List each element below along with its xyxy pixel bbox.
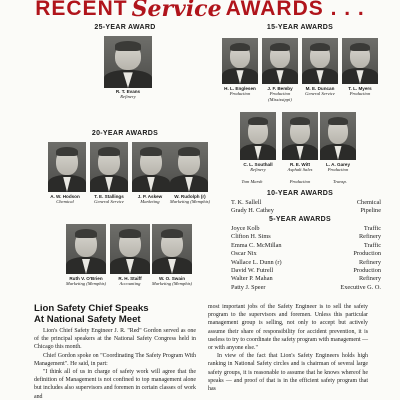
page-banner bbox=[0, 0, 400, 20]
banner-recent: RECENT bbox=[35, 0, 128, 20]
photo-5-year-1 bbox=[66, 224, 106, 274]
list-row bbox=[231, 199, 381, 207]
list-name: Patty J. Speer bbox=[231, 283, 266, 291]
person-dept: Refinery bbox=[250, 167, 266, 173]
person-dept: Production bbox=[327, 167, 349, 173]
caption-5-year-3 bbox=[148, 276, 196, 287]
list-row bbox=[231, 250, 381, 258]
list-name: Clifton H. Sims bbox=[231, 233, 271, 241]
caption-15-year-3 bbox=[298, 86, 342, 97]
heading-10-year: 10-YEAR AWARDS bbox=[266, 190, 334, 197]
list-dept: Pipeline bbox=[360, 207, 381, 215]
photo-20-year-4 bbox=[170, 142, 208, 192]
heading-5-year: 5-YEAR AWARDS bbox=[269, 216, 331, 223]
list-dept: Refinery bbox=[358, 258, 381, 266]
person-dept: Refinery bbox=[120, 94, 136, 100]
person-dept: Asphalt Sales bbox=[287, 167, 313, 173]
article-title-line-2: At National Safety Meet bbox=[34, 314, 141, 325]
list-row bbox=[231, 233, 381, 241]
caption-5-year-2 bbox=[106, 276, 154, 287]
article-paragraph: In view of the fact that Lion's Safety Engineers holds high ranking in National Safety circles and is chairman of several large safety groups, it is reasonable to assume that he knows whereof he speaks — and proof of that is in the efficient safety program that has bbox=[208, 353, 368, 393]
list-name: David W. Futrell bbox=[231, 266, 274, 274]
person-dept: Accounting bbox=[119, 281, 141, 287]
caption-20-year-2 bbox=[87, 194, 131, 205]
banner-service: Service bbox=[131, 0, 222, 22]
photo-15-year-3 bbox=[302, 38, 338, 84]
person-dept: Production bbox=[289, 179, 311, 184]
list-name: Emma C. McMillan bbox=[231, 241, 282, 249]
list-dept: Chemical bbox=[356, 199, 381, 206]
caption-20-year-3 bbox=[129, 194, 171, 205]
person-name: T. L. Myers bbox=[348, 86, 372, 91]
caption-15-year-5 bbox=[236, 162, 280, 173]
list-row bbox=[231, 207, 381, 215]
photo-15-year-6 bbox=[282, 112, 318, 160]
photo-25-year bbox=[104, 36, 152, 88]
list-dept: Refinery bbox=[358, 233, 381, 241]
photo-15-year-4 bbox=[342, 38, 378, 84]
person-dept: Marketing (Memphis) bbox=[151, 281, 193, 287]
article-paragraph: most important jobs of the Safety Engineer is to sell the safety program to the supervisors and foremen. Unless this particular management group is selling, not only to accept but actively assume their share of responsibility for accident prevention, it is useless to try to coordinate the safety program with management — or with anyone else." bbox=[208, 304, 368, 352]
person-name: W. Rudolph (r) bbox=[174, 194, 206, 199]
caption-20-year-1 bbox=[44, 194, 86, 205]
photo-15-year-5 bbox=[240, 112, 276, 160]
photo-20-year-1 bbox=[48, 142, 86, 192]
person-name: M. E. Duncan bbox=[305, 86, 335, 91]
list-name: T. K. Sallell bbox=[231, 199, 262, 206]
not-pictured-2-dept bbox=[320, 179, 360, 184]
list-dept: Refinery bbox=[358, 275, 381, 283]
article-column-right bbox=[208, 303, 368, 393]
list-dept: Traffic bbox=[363, 225, 381, 232]
article-title-line-1: Lion Safety Chief Speaks bbox=[34, 303, 149, 314]
person-name: Ruth V. O'Brien bbox=[69, 276, 103, 281]
caption-25-year bbox=[90, 89, 166, 100]
person-name: L. A. Garey bbox=[325, 162, 351, 167]
person-name: W. O. Swain bbox=[158, 276, 186, 281]
caption-5-year-1 bbox=[62, 276, 110, 287]
caption-15-year-2 bbox=[258, 86, 302, 102]
list-name: Grady H. Cathey bbox=[231, 207, 274, 215]
person-name: J. P. Askew bbox=[137, 194, 163, 199]
person-dept: Marketing (Memphis) bbox=[65, 281, 107, 287]
list-name: Joyce Kolb bbox=[231, 225, 260, 232]
heading-25-year: 25-YEAR AWARD bbox=[94, 24, 156, 31]
person-dept: General Service bbox=[94, 199, 124, 205]
photo-5-year-2 bbox=[110, 224, 150, 274]
person-dept: Production bbox=[229, 91, 251, 97]
person-dept: Transp. bbox=[333, 179, 347, 184]
article-column-left bbox=[34, 327, 196, 401]
person-dept: Marketing bbox=[140, 199, 160, 205]
photo-20-year-3 bbox=[132, 142, 170, 192]
person-name: R. E. Witt bbox=[289, 162, 311, 167]
list-5-year bbox=[231, 225, 381, 292]
list-row bbox=[231, 225, 381, 233]
person-name: A. W. Hodson bbox=[50, 194, 80, 199]
person-dept: Chemical bbox=[56, 199, 74, 205]
photo-15-year-1 bbox=[222, 38, 258, 84]
article-paragraph: Lion's Chief Safety Engineer J. R. "Red" Gordon served as one of the principal speakers at the National Safety Congress held in Chicago this month. bbox=[34, 328, 196, 351]
photo-5-year-3 bbox=[152, 224, 192, 274]
list-name: Oscar Nix bbox=[231, 250, 257, 258]
photo-15-year-2 bbox=[262, 38, 298, 84]
caption-15-year-1 bbox=[218, 86, 262, 97]
list-dept: Traffic bbox=[363, 241, 381, 249]
list-10-year bbox=[231, 199, 381, 216]
person-name: T. E. Stallings bbox=[94, 194, 124, 199]
person-name: C. L. Southall bbox=[243, 162, 273, 167]
list-row bbox=[231, 242, 381, 250]
person-dept: Production (Mississippi) bbox=[268, 91, 292, 102]
list-row bbox=[231, 275, 381, 283]
photo-20-year-2 bbox=[90, 142, 128, 192]
not-pictured-1-dept bbox=[278, 179, 322, 184]
article-paragraph: Chief Gordon spoke on "Coordinating The Safety Program With Management". He said, in part: bbox=[34, 352, 196, 367]
caption-15-year-4 bbox=[338, 86, 382, 97]
person-dept: Production bbox=[349, 91, 371, 97]
list-name: Wallace L. Dunn (r) bbox=[231, 258, 282, 266]
list-dept: Production bbox=[353, 250, 381, 258]
list-dept: Executive G. O. bbox=[340, 283, 381, 291]
caption-15-year-7 bbox=[316, 162, 360, 173]
person-dept: Marketing (Memphis) bbox=[169, 199, 211, 205]
caption-20-year-4 bbox=[168, 194, 212, 205]
article-title bbox=[34, 303, 204, 325]
person-dept: General Service bbox=[305, 91, 335, 97]
article-paragraph: "I think all of us in charge of safety work will agree that the definition of Management is not confined to top management alone but includes also supervisors and foremen in certain classes of work and bbox=[34, 369, 196, 400]
list-row bbox=[231, 267, 381, 275]
heading-15-year: 15-YEAR AWARDS bbox=[266, 24, 334, 31]
list-row bbox=[231, 284, 381, 292]
person-name: J. F. Bemby bbox=[267, 86, 293, 91]
person-name: H. L. Englesen bbox=[224, 86, 256, 91]
photo-15-year-7 bbox=[320, 112, 356, 160]
list-row bbox=[231, 259, 381, 267]
list-dept: Production bbox=[353, 266, 381, 274]
list-name: Walter P. Mahan bbox=[231, 275, 273, 283]
banner-awards: AWARDS . . . bbox=[225, 0, 365, 20]
person-name: R. T. Evans bbox=[115, 89, 141, 94]
not-pictured-1 bbox=[232, 179, 272, 184]
person-name: R. H. Staiff bbox=[118, 276, 142, 281]
heading-20-year: 20-YEAR AWARDS bbox=[91, 130, 159, 137]
person-name: Tom Marsh bbox=[241, 179, 263, 184]
